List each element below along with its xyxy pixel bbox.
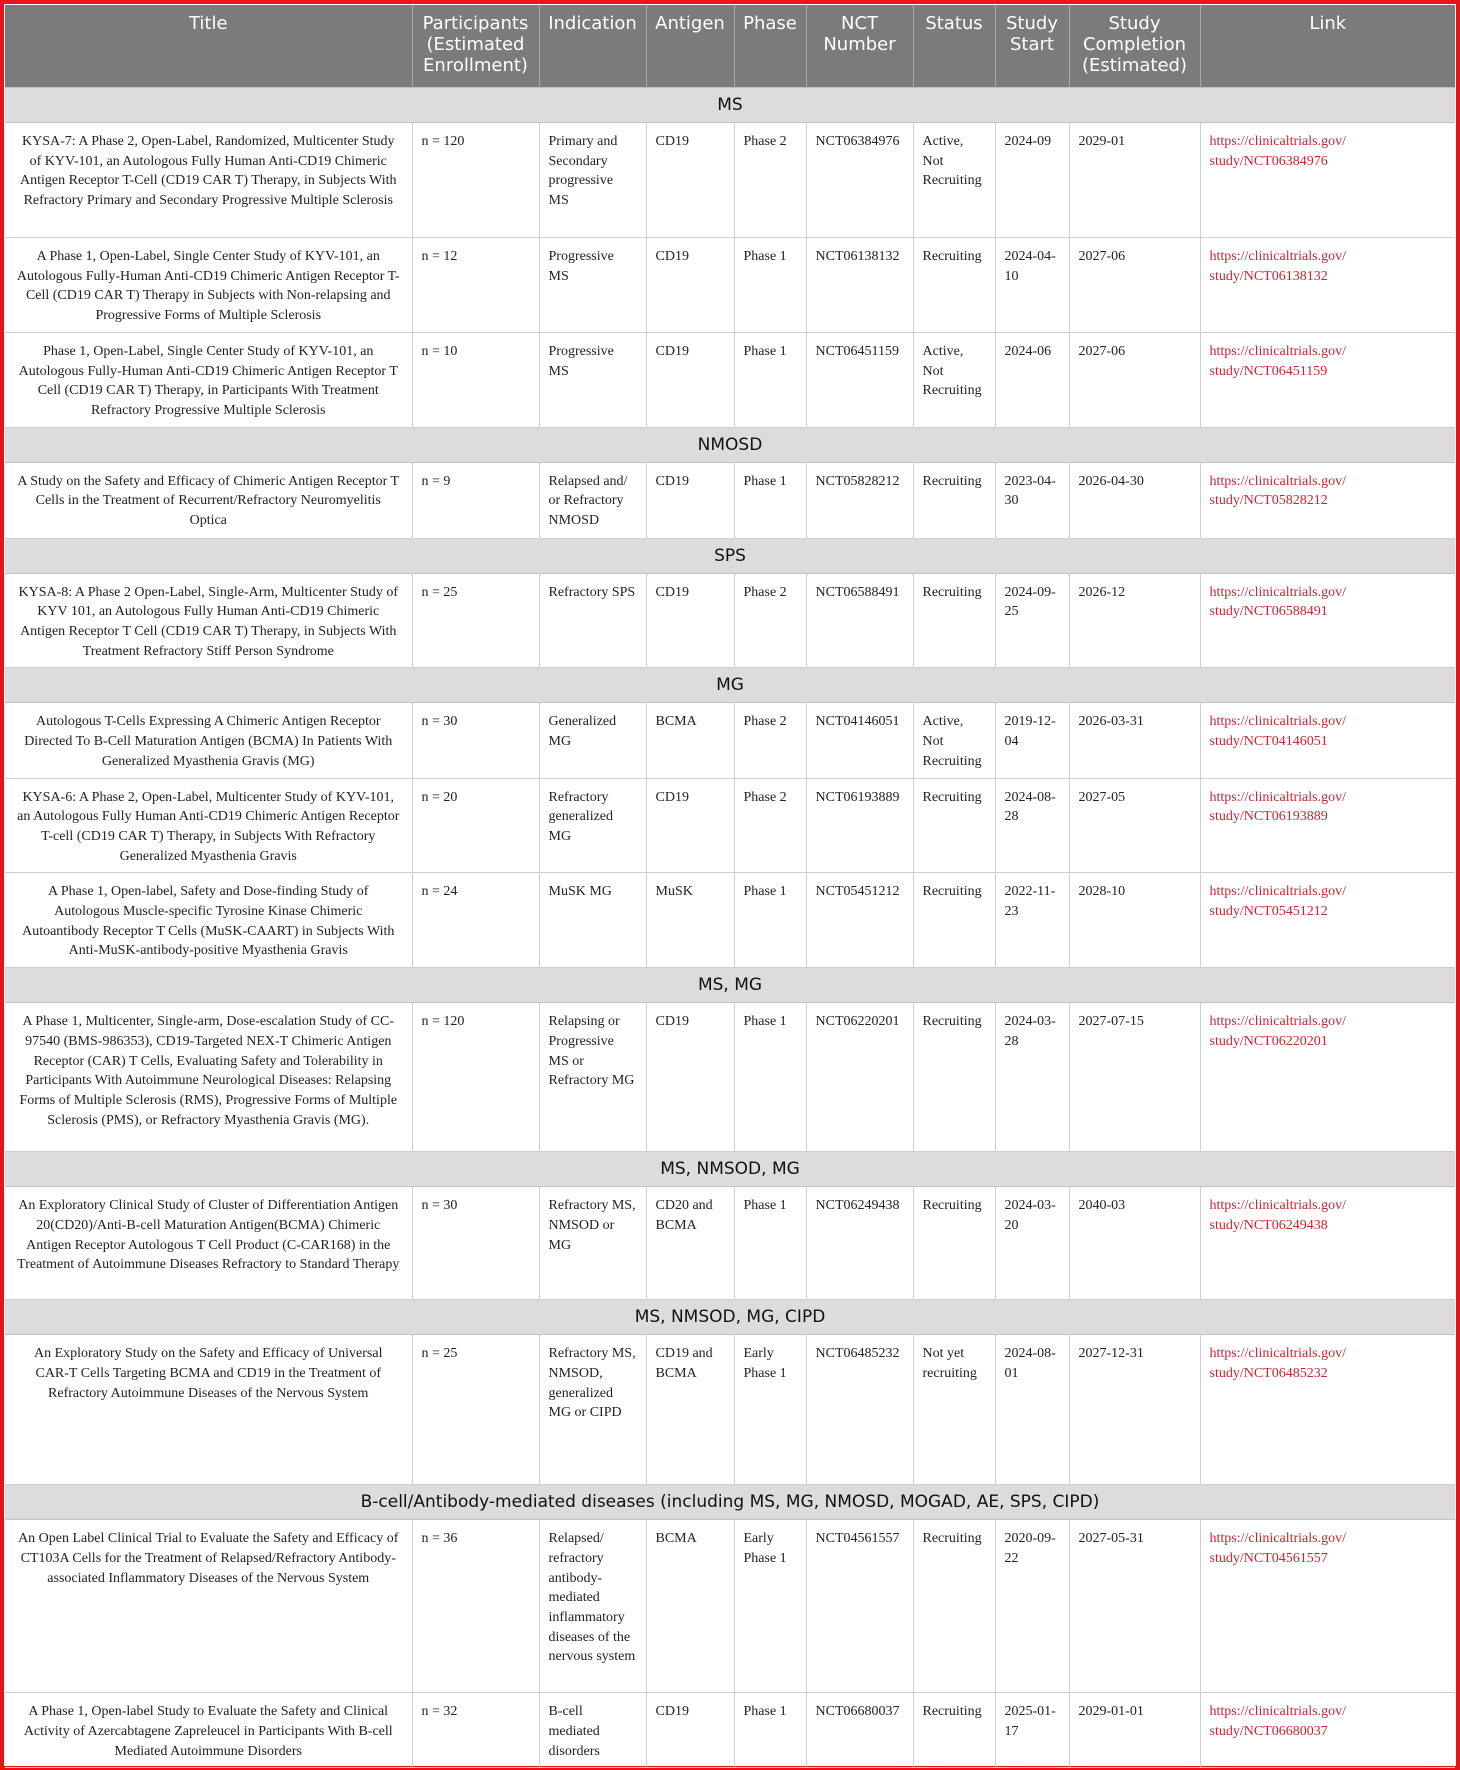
trial-title: KYSA-8: A Phase 2 Open-Label, Single-Arm, Multicenter Study of KYV 101, an Autologous Fully Human Anti-CD19 Chimeric Antigen Receptor T Cell (CD19 CAR T) Therapy, in Subjects With Treatment Refractory Stiff Person Syndrome bbox=[5, 573, 412, 668]
trial-link-path[interactable]: study/NCT06193889 bbox=[1209, 809, 1328, 825]
indication-cell: Refractory generalized MG bbox=[539, 778, 646, 873]
trial-link-base[interactable]: https://clinicaltrials.gov/ bbox=[1209, 1704, 1346, 1720]
study-completion-cell: 2027-06 bbox=[1069, 238, 1200, 333]
trial-link-path[interactable]: study/NCT06220201 bbox=[1209, 1033, 1328, 1049]
trial-title: An Exploratory Study on the Safety and Efficacy of Universal CAR-T Cells Targeting BCMA and CD19 in the Treatment of Refractory Autoimmune Diseases of the Nervous System bbox=[5, 1335, 412, 1485]
group-label: MG bbox=[5, 668, 1455, 703]
status-cell: Recruiting bbox=[913, 238, 995, 333]
trial-link[interactable] bbox=[1200, 123, 1455, 238]
trial-title: An Open Label Clinical Trial to Evaluate the Safety and Efficacy of CT103A Cells for the Treatment of Relapsed/Refractory Antibody-associated Inflammatory Diseases of the Nervous System bbox=[5, 1520, 412, 1693]
trial-link-base[interactable]: https://clinicaltrials.gov/ bbox=[1209, 884, 1346, 900]
trial-link[interactable] bbox=[1200, 778, 1455, 873]
phase-cell: Phase 1 bbox=[734, 1693, 806, 1768]
participants-cell: n = 30 bbox=[412, 703, 539, 778]
table-row bbox=[5, 703, 1455, 778]
indication-cell: Relapsed and/ or Refractory NMOSD bbox=[539, 462, 646, 538]
study-start-cell: 2024-06 bbox=[995, 332, 1069, 427]
group-header-row bbox=[5, 1152, 1455, 1187]
antigen-cell: CD20 and BCMA bbox=[646, 1187, 734, 1300]
antigen-cell: CD19 bbox=[646, 123, 734, 238]
indication-cell: Progressive MS bbox=[539, 238, 646, 333]
antigen-cell: CD19 and BCMA bbox=[646, 1335, 734, 1485]
group-label: MS bbox=[5, 88, 1455, 123]
trial-title: A Study on the Safety and Efficacy of Chimeric Antigen Receptor T Cells in the Treatment of Recurrent/Refractory Neuromyelitis Optica bbox=[5, 462, 412, 538]
antigen-cell: CD19 bbox=[646, 462, 734, 538]
indication-cell: Refractory SPS bbox=[539, 573, 646, 668]
trial-link[interactable] bbox=[1200, 1520, 1455, 1693]
study-start-cell: 2024-09-25 bbox=[995, 573, 1069, 668]
trial-link[interactable] bbox=[1200, 238, 1455, 333]
trial-link-base[interactable]: https://clinicaltrials.gov/ bbox=[1209, 789, 1346, 805]
status-cell: Active, Not Recruiting bbox=[913, 123, 995, 238]
header-phase: Phase bbox=[734, 5, 806, 88]
status-cell: Recruiting bbox=[913, 462, 995, 538]
phase-cell: Early Phase 1 bbox=[734, 1520, 806, 1693]
study-completion-cell: 2029-01-01 bbox=[1069, 1693, 1200, 1768]
table-row bbox=[5, 462, 1455, 538]
trial-link[interactable] bbox=[1200, 1187, 1455, 1300]
nct-number-cell: NCT06485232 bbox=[806, 1335, 913, 1485]
table-row bbox=[5, 873, 1455, 968]
trial-link-path[interactable]: study/NCT05451212 bbox=[1209, 904, 1328, 920]
group-header-row bbox=[5, 1485, 1455, 1520]
study-completion-cell: 2026-04-30 bbox=[1069, 462, 1200, 538]
trial-title: Phase 1, Open-Label, Single Center Study of KYV-101, an Autologous Fully-Human Anti-CD19 Chimeric Antigen Receptor T Cell (CD19 CAR T) Therapy, in Participants With Treatment Refractory Progressive Multiple Sclerosis bbox=[5, 332, 412, 427]
indication-cell: Refractory MS, NMSOD or MG bbox=[539, 1187, 646, 1300]
nct-number-cell: NCT06220201 bbox=[806, 1003, 913, 1152]
participants-cell: n = 32 bbox=[412, 1693, 539, 1768]
nct-number-cell: NCT06193889 bbox=[806, 778, 913, 873]
trial-title: A Phase 1, Open-Label, Single Center Study of KYV-101, an Autologous Fully-Human Anti-CD19 Chimeric Antigen Receptor T-Cell (CD19 CAR T) Therapy in Subjects with Non-relapsing and Progressive Forms of Multiple Sclerosis bbox=[5, 238, 412, 333]
trial-link-base[interactable]: https://clinicaltrials.gov/ bbox=[1209, 1531, 1346, 1547]
antigen-cell: BCMA bbox=[646, 1520, 734, 1693]
group-header-row bbox=[5, 1300, 1455, 1335]
group-header-row bbox=[5, 88, 1455, 123]
antigen-cell: CD19 bbox=[646, 778, 734, 873]
trial-link-base[interactable]: https://clinicaltrials.gov/ bbox=[1209, 584, 1346, 600]
status-cell: Recruiting bbox=[913, 1003, 995, 1152]
header-indication: Indication bbox=[539, 5, 646, 88]
participants-cell: n = 120 bbox=[412, 1003, 539, 1152]
study-completion-cell: 2027-05 bbox=[1069, 778, 1200, 873]
trial-link-path[interactable]: study/NCT05828212 bbox=[1209, 493, 1328, 509]
trial-link-base[interactable]: https://clinicaltrials.gov/ bbox=[1209, 249, 1346, 264]
status-cell: Not yet recruiting bbox=[913, 1335, 995, 1485]
trial-link[interactable] bbox=[1200, 703, 1455, 778]
trial-link-path[interactable]: study/NCT06451159 bbox=[1209, 363, 1328, 379]
status-cell: Recruiting bbox=[913, 1520, 995, 1693]
indication-cell: Primary and Secondary progressive MS bbox=[539, 123, 646, 238]
participants-cell: n = 25 bbox=[412, 573, 539, 668]
phase-cell: Phase 1 bbox=[734, 238, 806, 333]
header-row bbox=[5, 5, 1455, 88]
phase-cell: Phase 2 bbox=[734, 778, 806, 873]
phase-cell: Phase 1 bbox=[734, 1187, 806, 1300]
phase-cell: Phase 1 bbox=[734, 462, 806, 538]
trial-link-path[interactable]: study/NCT06249438 bbox=[1209, 1217, 1328, 1233]
trial-link-base[interactable]: https://clinicaltrials.gov/ bbox=[1209, 1014, 1346, 1030]
trial-link[interactable] bbox=[1200, 1335, 1455, 1485]
trial-link-path[interactable]: study/NCT04146051 bbox=[1209, 734, 1328, 750]
table-row bbox=[5, 123, 1455, 238]
table-row bbox=[5, 1187, 1455, 1300]
group-label: MS, NMSOD, MG, CIPD bbox=[5, 1300, 1455, 1335]
phase-cell: Phase 1 bbox=[734, 332, 806, 427]
participants-cell: n = 36 bbox=[412, 1520, 539, 1693]
group-label: MS, NMSOD, MG bbox=[5, 1152, 1455, 1187]
status-cell: Active, Not Recruiting bbox=[913, 332, 995, 427]
antigen-cell: CD19 bbox=[646, 332, 734, 427]
trial-title: KYSA-6: A Phase 2, Open-Label, Multicenter Study of KYV-101, an Autologous Fully Human Anti-CD19 Chimeric Antigen Receptor T-cell (CD19 CAR T) Therapy, in Subjects With Refractory Generalized Myasthenia Gravis bbox=[5, 778, 412, 873]
table-row bbox=[5, 1335, 1455, 1485]
study-completion-cell: 2026-03-31 bbox=[1069, 703, 1200, 778]
trial-title: A Phase 1, Multicenter, Single-arm, Dose-escalation Study of CC-97540 (BMS-986353), CD19-Targeted NEX-T Chimeric Antigen Receptor (CAR) T Cells, Evaluating Safety and Tolerability in Participants With Autoimmune Neurological Diseases: Relapsing Forms of Multiple Sclerosis (RMS), Progressive Forms of Multiple Sclerosis (PMS), or Refractory Myasthenia Gravis (MG). bbox=[5, 1003, 412, 1152]
study-start-cell: 2022-11-23 bbox=[995, 873, 1069, 968]
study-start-cell: 2025-01-17 bbox=[995, 1693, 1069, 1768]
table-row bbox=[5, 573, 1455, 668]
study-completion-cell: 2040-03 bbox=[1069, 1187, 1200, 1300]
clinical-trials-table bbox=[5, 5, 1455, 1768]
table-row bbox=[5, 238, 1455, 333]
status-cell: Active, Not Recruiting bbox=[913, 703, 995, 778]
nct-number-cell: NCT05451212 bbox=[806, 873, 913, 968]
study-completion-cell: 2027-05-31 bbox=[1069, 1520, 1200, 1693]
header-study-start: Study Start bbox=[995, 5, 1069, 88]
nct-number-cell: NCT06680037 bbox=[806, 1693, 913, 1768]
antigen-cell: CD19 bbox=[646, 1003, 734, 1152]
trial-title: An Exploratory Clinical Study of Cluster of Differentiation Antigen 20(CD20)/Anti-B-cell Maturation Antigen(BCMA) Chimeric Antigen Receptor Autologous T Cell Product (C-CAR168) in the Treatment of Autoimmune Diseases Refractory to Standard Therapy bbox=[5, 1187, 412, 1300]
trial-link-base[interactable]: https://clinicaltrials.gov/ bbox=[1209, 134, 1346, 149]
trial-title: A Phase 1, Open-label, Safety and Dose-finding Study of Autologous Muscle-specific Tyrosine Kinase Chimeric Autoantibody Receptor T Cells (MuSK-CAART) in Subjects With Anti-MuSK-antibody-positive Myasthenia Gravis bbox=[5, 873, 412, 968]
nct-number-cell: NCT06249438 bbox=[806, 1187, 913, 1300]
table-row bbox=[5, 332, 1455, 427]
antigen-cell: CD19 bbox=[646, 573, 734, 668]
nct-number-cell: NCT04561557 bbox=[806, 1520, 913, 1693]
phase-cell: Early Phase 1 bbox=[734, 1335, 806, 1485]
study-start-cell: 2019-12-04 bbox=[995, 703, 1069, 778]
participants-cell: n = 30 bbox=[412, 1187, 539, 1300]
study-start-cell: 2020-09-22 bbox=[995, 1520, 1069, 1693]
status-cell: Recruiting bbox=[913, 778, 995, 873]
study-start-cell: 2023-04-30 bbox=[995, 462, 1069, 538]
trial-link[interactable] bbox=[1200, 332, 1455, 427]
group-header-row bbox=[5, 668, 1455, 703]
nct-number-cell: NCT06384976 bbox=[806, 123, 913, 238]
trial-link[interactable] bbox=[1200, 1693, 1455, 1768]
study-start-cell: 2024-08-01 bbox=[995, 1335, 1069, 1485]
study-start-cell: 2024-08-28 bbox=[995, 778, 1069, 873]
study-start-cell: 2024-03-28 bbox=[995, 1003, 1069, 1152]
header-study-completion: Study Completion (Estimated) bbox=[1069, 5, 1200, 88]
trial-link[interactable] bbox=[1200, 462, 1455, 538]
header-nct-number: NCT Number bbox=[806, 5, 913, 88]
antigen-cell: CD19 bbox=[646, 238, 734, 333]
group-header-row bbox=[5, 427, 1455, 462]
trial-link[interactable] bbox=[1200, 573, 1455, 668]
indication-cell: Progressive MS bbox=[539, 332, 646, 427]
header-participants: Participants (Estimated Enrollment) bbox=[412, 5, 539, 88]
participants-cell: n = 24 bbox=[412, 873, 539, 968]
participants-cell: n = 120 bbox=[412, 123, 539, 238]
table-row bbox=[5, 1520, 1455, 1693]
trial-link-base[interactable]: https://clinicaltrials.gov/ bbox=[1209, 473, 1346, 489]
status-cell: Recruiting bbox=[913, 573, 995, 668]
trial-link[interactable] bbox=[1200, 1003, 1455, 1152]
status-cell: Recruiting bbox=[913, 1693, 995, 1768]
group-label: SPS bbox=[5, 538, 1455, 573]
trial-link-path[interactable]: study/NCT04561557 bbox=[1209, 1550, 1328, 1566]
indication-cell: Generalized MG bbox=[539, 703, 646, 778]
table-row bbox=[5, 1693, 1455, 1768]
group-label: B-cell/Antibody-mediated diseases (including MS, MG, NMOSD, MOGAD, AE, SPS, CIPD) bbox=[5, 1485, 1455, 1520]
nct-number-cell: NCT06451159 bbox=[806, 332, 913, 427]
nct-number-cell: NCT06588491 bbox=[806, 573, 913, 668]
participants-cell: n = 25 bbox=[412, 1335, 539, 1485]
trial-link-base[interactable]: https://clinicaltrials.gov/ bbox=[1209, 1198, 1346, 1214]
study-start-cell: 2024-04-10 bbox=[995, 238, 1069, 333]
group-header-row bbox=[5, 968, 1455, 1003]
trial-link-base[interactable]: https://clinicaltrials.gov/ bbox=[1209, 1346, 1346, 1362]
phase-cell: Phase 1 bbox=[734, 1003, 806, 1152]
indication-cell: Relapsed/ refractory antibody-mediated inflammatory diseases of the nervous system bbox=[539, 1520, 646, 1693]
trial-link-path[interactable]: study/NCT06384976 bbox=[1209, 153, 1328, 169]
trial-link-path[interactable]: study/NCT06138132 bbox=[1209, 268, 1328, 284]
indication-cell: MuSK MG bbox=[539, 873, 646, 968]
group-label: MS, MG bbox=[5, 968, 1455, 1003]
participants-cell: n = 10 bbox=[412, 332, 539, 427]
indication-cell: Relapsing or Progressive MS or Refractory MG bbox=[539, 1003, 646, 1152]
trial-title: KYSA-7: A Phase 2, Open-Label, Randomized, Multicenter Study of KYV-101, an Autologous Fully Human Anti-CD19 Chimeric Antigen Receptor T-Cell (CD19 CAR T) Therapy, in Subjects With Refractory Primary and Secondary Progressive Multiple Sclerosis bbox=[5, 123, 412, 238]
phase-cell: Phase 2 bbox=[734, 123, 806, 238]
status-cell: Recruiting bbox=[913, 1187, 995, 1300]
trial-link[interactable] bbox=[1200, 873, 1455, 968]
table-row bbox=[5, 778, 1455, 873]
study-start-cell: 2024-03-20 bbox=[995, 1187, 1069, 1300]
study-completion-cell: 2028-10 bbox=[1069, 873, 1200, 968]
antigen-cell: CD19 bbox=[646, 1693, 734, 1768]
study-start-cell: 2024-09 bbox=[995, 123, 1069, 238]
participants-cell: n = 9 bbox=[412, 462, 539, 538]
trial-link-path[interactable]: study/NCT06485232 bbox=[1209, 1365, 1328, 1381]
nct-number-cell: NCT05828212 bbox=[806, 462, 913, 538]
study-completion-cell: 2027-06 bbox=[1069, 332, 1200, 427]
study-completion-cell: 2027-07-15 bbox=[1069, 1003, 1200, 1152]
header-title: Title bbox=[5, 5, 412, 88]
indication-cell: Refractory MS, NMSOD, generalized MG or CIPD bbox=[539, 1335, 646, 1485]
group-header-row bbox=[5, 538, 1455, 573]
indication-cell: B-cell mediated disorders bbox=[539, 1693, 646, 1768]
trial-link-path[interactable]: study/NCT06588491 bbox=[1209, 604, 1328, 620]
status-cell: Recruiting bbox=[913, 873, 995, 968]
study-completion-cell: 2029-01 bbox=[1069, 123, 1200, 238]
group-label: NMOSD bbox=[5, 427, 1455, 462]
participants-cell: n = 20 bbox=[412, 778, 539, 873]
trial-link-base[interactable]: https://clinicaltrials.gov/ bbox=[1209, 714, 1346, 730]
header-link: Link bbox=[1200, 5, 1455, 88]
table-row bbox=[5, 1003, 1455, 1152]
participants-cell: n = 12 bbox=[412, 238, 539, 333]
trial-title: A Phase 1, Open-label Study to Evaluate the Safety and Clinical Activity of Azercabtagene Zapreleucel in Participants With B-cell Mediated Autoimmune Disorders bbox=[5, 1693, 412, 1768]
trial-link-path[interactable]: study/NCT06680037 bbox=[1209, 1723, 1328, 1739]
antigen-cell: BCMA bbox=[646, 703, 734, 778]
nct-number-cell: NCT06138132 bbox=[806, 238, 913, 333]
phase-cell: Phase 2 bbox=[734, 703, 806, 778]
phase-cell: Phase 1 bbox=[734, 873, 806, 968]
antigen-cell: MuSK bbox=[646, 873, 734, 968]
study-completion-cell: 2027-12-31 bbox=[1069, 1335, 1200, 1485]
header-status: Status bbox=[913, 5, 995, 88]
trial-link-base[interactable]: https://clinicaltrials.gov/ bbox=[1209, 343, 1346, 359]
phase-cell: Phase 2 bbox=[734, 573, 806, 668]
nct-number-cell: NCT04146051 bbox=[806, 703, 913, 778]
trial-title: Autologous T-Cells Expressing A Chimeric Antigen Receptor Directed To B-Cell Maturation Antigen (BCMA) In Patients With Generalized Myasthenia Gravis (MG) bbox=[5, 703, 412, 778]
study-completion-cell: 2026-12 bbox=[1069, 573, 1200, 668]
header-antigen: Antigen bbox=[646, 5, 734, 88]
